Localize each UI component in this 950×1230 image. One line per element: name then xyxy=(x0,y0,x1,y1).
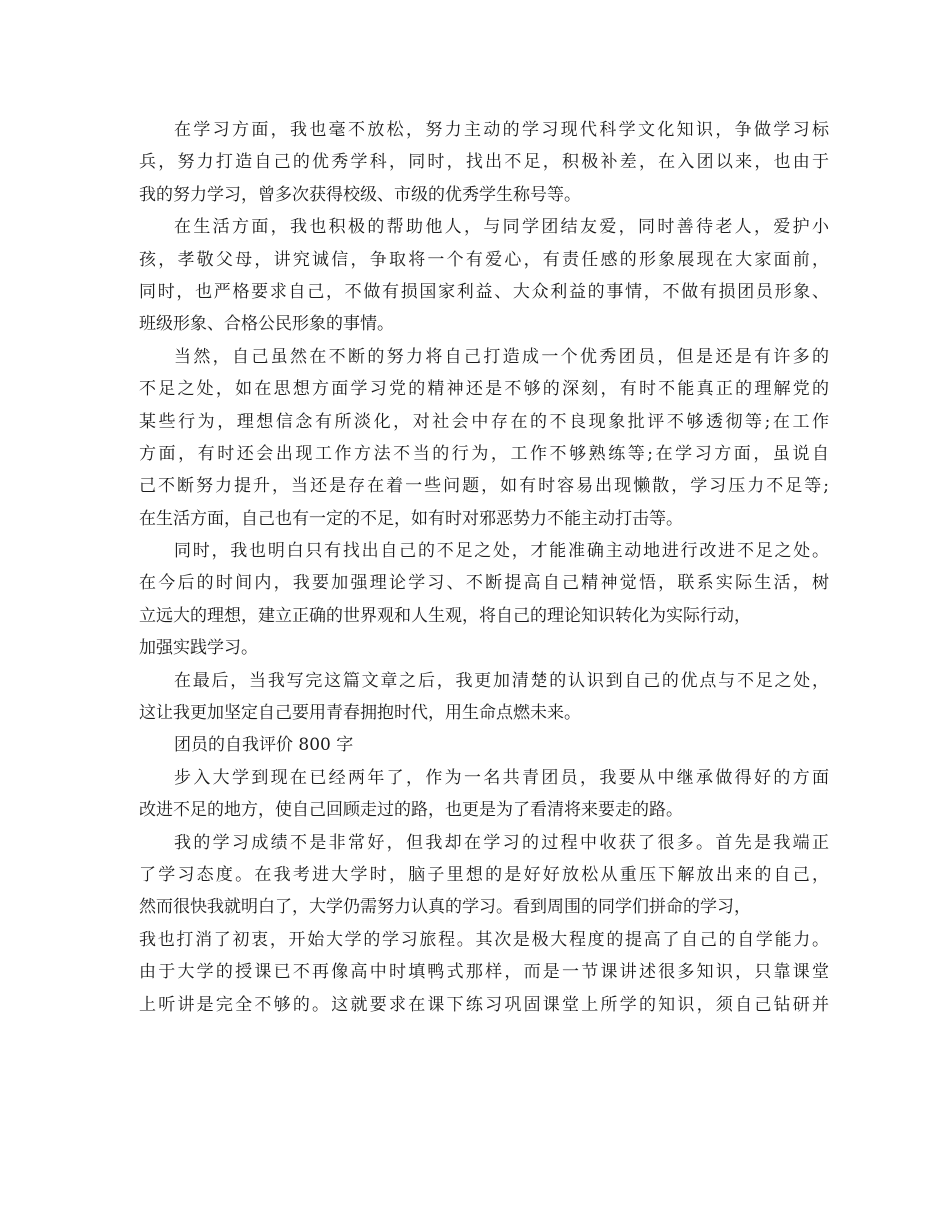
text-line: 己不断努力提升，当还是存在着一些问题，如有时容易出现懒散，学习压力不足等; xyxy=(139,476,829,497)
text-line: 在最后，当我写完这篇文章之后，我更加清楚的认识到自己的优点与不足之处， xyxy=(174,670,829,691)
document-body xyxy=(139,114,829,1021)
text-line: 班级形象、合格公民形象的事情。 xyxy=(139,314,394,335)
text-line: 不足之处，如在思想方面学习党的精神还是不够的深刻，有时不能真正的理解党的 xyxy=(139,379,829,400)
text-line: 某些行为，理想信念有所淡化，对社会中存在的不良现象批评不够透彻等;在工作 xyxy=(139,411,829,432)
text-line: 我的努力学习，曾多次获得校级、市级的优秀学生称号等。 xyxy=(139,184,581,205)
text-line: 兵，努力打造自己的优秀学科，同时，找出不足，积极补差，在入团以来，也由于 xyxy=(139,152,829,173)
text-line: 由于大学的授课已不再像高中时填鸭式那样，而是一节课讲述很多知识，只靠课堂 xyxy=(139,962,829,983)
text-line: 加强实践学习。 xyxy=(139,638,258,659)
text-line: 在生活方面，我也积极的帮助他人，与同学团结友爱，同时善待老人，爱护小 xyxy=(174,217,829,238)
text-line: 了学习态度。在我考进大学时，脑子里想的是好好放松从重压下解放出来的自己， xyxy=(139,864,829,885)
text-line: 立远大的理想，建立正确的世界观和人生观，将自己的理论知识转化为实际行动， xyxy=(139,605,751,626)
text-line: 我也打消了初衷，开始大学的学习旅程。其次是极大程度的提高了自己的自学能力。 xyxy=(139,929,829,950)
text-line: 步入大学到现在已经两年了，作为一名共青团员，我要从中继承做得好的方面 xyxy=(174,767,829,788)
text-line: 改进不足的地方，使自己回顾走过的路，也更是为了看清将来要走的路。 xyxy=(139,800,683,821)
text-line: 上听讲是完全不够的。这就要求在课下练习巩固课堂上所学的知识，须自己钻研并 xyxy=(139,994,829,1015)
text-line: 孩，孝敬父母，讲究诚信，争取将一个有爱心，有责任感的形象展现在大家面前， xyxy=(139,249,829,270)
text-line: 在今后的时间内，我要加强理论学习、不断提高自己精神觉悟，联系实际生活，树 xyxy=(139,573,829,594)
text-line: 我的学习成绩不是非常好，但我却在学习的过程中收获了很多。首先是我端正 xyxy=(174,832,829,853)
text-line: 这让我更加坚定自己要用青春拥抱时代，用生命点燃未来。 xyxy=(139,703,581,724)
text-line: 团员的自我评价 800 字 xyxy=(174,735,354,756)
text-line: 在生活方面，自己也有一定的不足，如有时对邪恶势力不能主动打击等。 xyxy=(139,508,683,529)
text-line: 当然，自己虽然在不断的努力将自己打造成一个优秀团员，但是还是有许多的 xyxy=(174,346,829,367)
text-line: 然而很快我就明白了，大学仍需努力认真的学习。看到周围的同学们拼命的学习， xyxy=(139,897,751,918)
text-line: 方面，有时还会出现工作方法不当的行为，工作不够熟练等;在学习方面，虽说自 xyxy=(139,443,829,464)
text-line: 同时，我也明白只有找出自己的不足之处，才能准确主动地进行改进不足之处。 xyxy=(174,541,829,562)
text-line: 在学习方面，我也毫不放松，努力主动的学习现代科学文化知识，争做学习标 xyxy=(174,120,829,140)
text-line: 同时，也严格要求自己，不做有损国家利益、大众利益的事情，不做有损团员形象、 xyxy=(139,281,829,302)
